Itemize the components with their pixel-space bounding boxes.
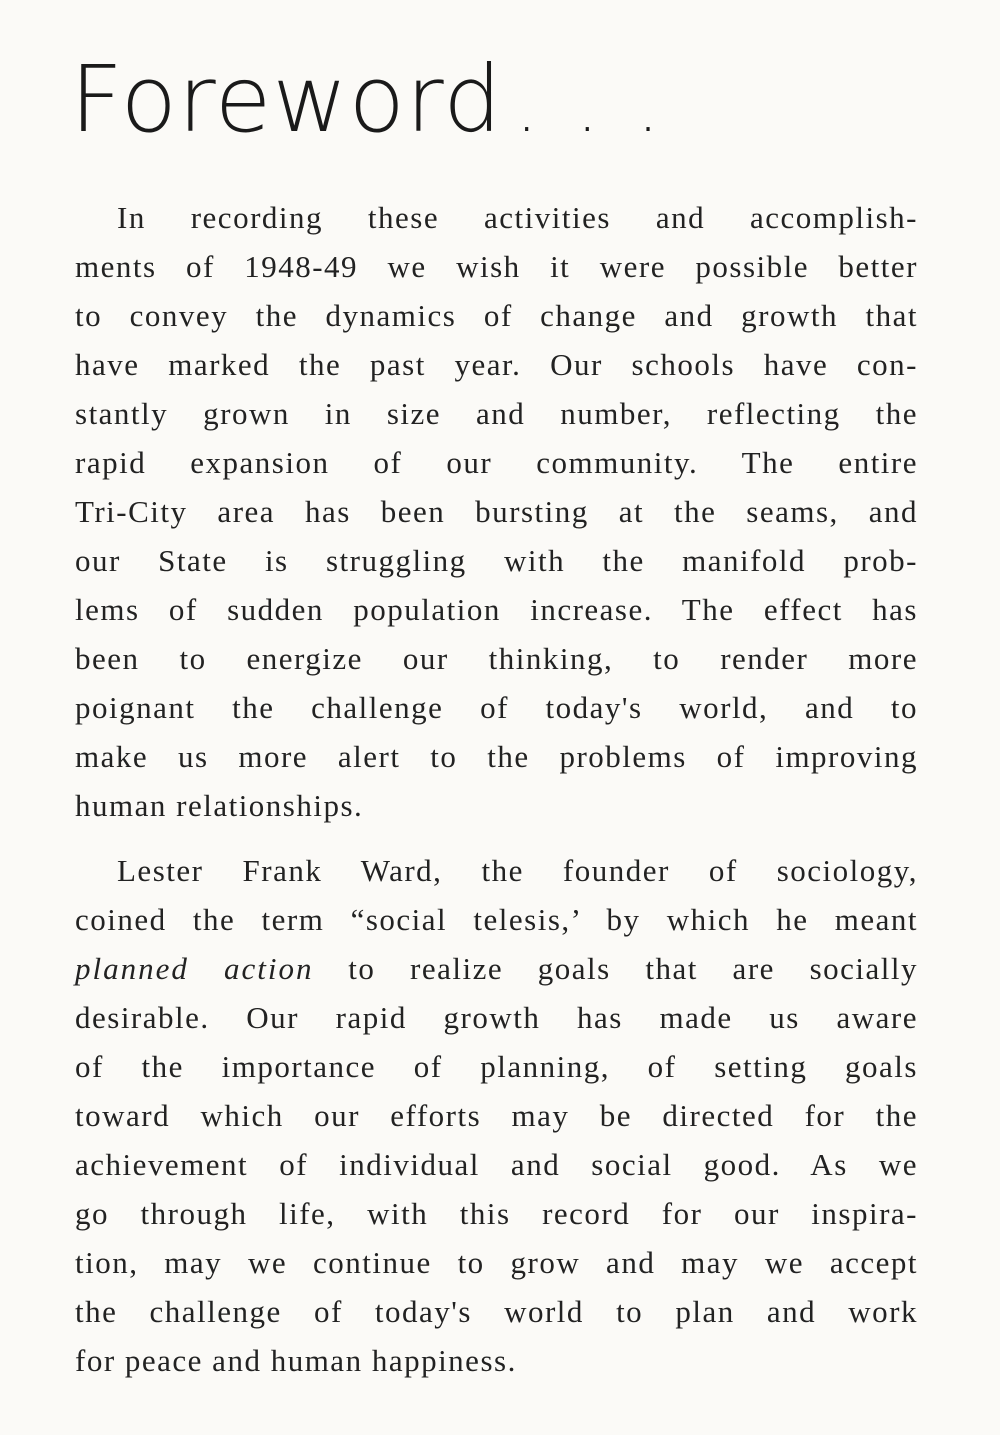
- emphasis-planned-action: planned action: [75, 951, 314, 986]
- paragraph-line: go through life, with this record for our inspira-: [75, 1196, 918, 1231]
- paragraph-line: achievement of individual and social good. As we: [75, 1147, 918, 1182]
- paragraph-line: human relationships.: [75, 788, 364, 823]
- paragraph-line: ments of 1948-49 we wish it were possible better: [75, 249, 918, 284]
- paragraph-line: to convey the dynamics of change and growth that: [75, 298, 918, 333]
- paragraph-line-rest: to realize goals that are socially: [313, 951, 919, 986]
- title-text: Foreword: [70, 46, 503, 153]
- paragraph-line: lems of sudden population increase. The effect has: [75, 592, 918, 627]
- paragraph-line: stantly grown in size and number, reflecting the: [75, 396, 918, 431]
- title-ellipsis: . . .: [516, 73, 669, 147]
- page-title: [70, 46, 669, 160]
- paragraph-2: [75, 846, 918, 1385]
- paragraph-line: been to energize our thinking, to render more: [75, 641, 918, 676]
- paragraph-1: [75, 193, 918, 830]
- paragraph-line: Tri-City area has been bursting at the seams, and: [75, 494, 918, 529]
- paragraph-line: for peace and human happiness.: [75, 1343, 517, 1378]
- paragraph-line: toward which our efforts may be directed for the: [75, 1098, 918, 1133]
- paragraph-line: our State is struggling with the manifold prob-: [75, 543, 918, 578]
- paragraph-line: tion, may we continue to grow and may we accept: [75, 1245, 918, 1280]
- paragraph-line: poignant the challenge of today's world, and to: [75, 690, 918, 725]
- paragraph-line: coined the term “social telesis,’ by which he meant: [75, 902, 918, 937]
- paragraph-line: desirable. Our rapid growth has made us aware: [75, 1000, 918, 1035]
- paragraph-line: of the importance of planning, of setting goals: [75, 1049, 918, 1084]
- paragraph-line: rapid expansion of our community. The entire: [75, 445, 918, 480]
- paragraph-line: the challenge of today's world to plan and work: [75, 1294, 918, 1329]
- paragraph-line: Lester Frank Ward, the founder of sociology,: [117, 853, 918, 888]
- paragraph-line: [75, 944, 918, 993]
- paragraph-line: In recording these activities and accomplish-: [117, 200, 918, 235]
- paragraph-line: make us more alert to the problems of improving: [75, 739, 918, 774]
- paragraph-line: have marked the past year. Our schools have con-: [75, 347, 918, 382]
